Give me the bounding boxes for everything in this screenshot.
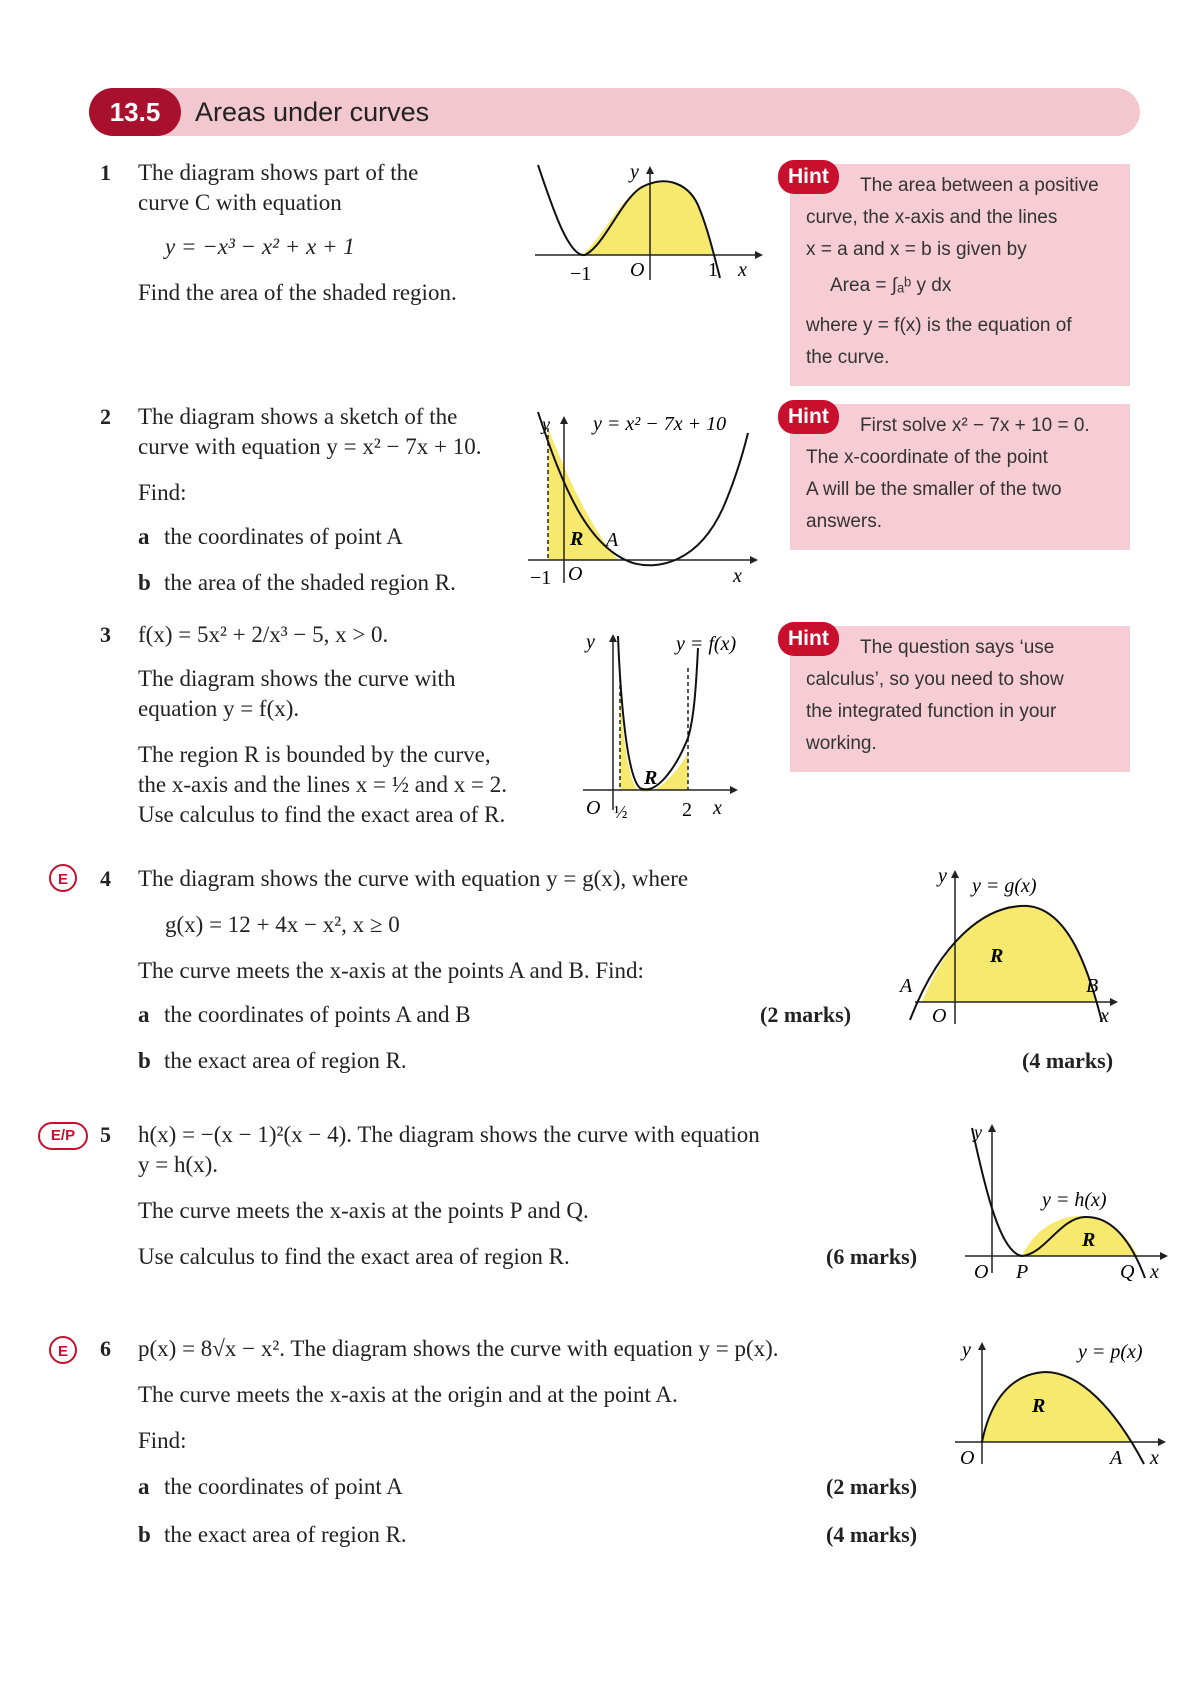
q6-y-label: y	[962, 1339, 971, 1361]
q4-equation: g(x) = 12 + 4x − x², x ≥ 0	[165, 912, 400, 937]
q1-equation: y = −x³ − x² + x + 1	[165, 234, 355, 259]
q6-x-label: x	[1150, 1447, 1159, 1469]
q6-a-text: the coordinates of point A	[164, 1474, 403, 1499]
q3-function: f(x) = 5x² + 2/x³ − 5, x > 0.	[138, 622, 389, 647]
hint3-line2: calculus’, so you need to show	[806, 669, 1064, 690]
q5-number: 5	[100, 1122, 111, 1147]
q5-x-arrow	[1160, 1252, 1168, 1260]
q4-line1: The diagram shows the curve with equation y = g(x), where	[138, 866, 689, 891]
hint-box-2	[790, 404, 1130, 550]
hint3-line1: The question says ‘use	[860, 637, 1055, 658]
q5-line2: y = h(x).	[138, 1152, 219, 1177]
q5-line4: Use calculus to find the exact area of region R.	[138, 1244, 570, 1269]
q6-b-label: b	[138, 1522, 151, 1547]
q4-b-label: b	[138, 1048, 151, 1073]
q1-line2: curve C with equation	[138, 190, 342, 215]
q4-origin-label: O	[932, 1005, 947, 1027]
q3-line4: the x-axis and the lines x = ½ and x = 2.	[138, 772, 507, 797]
q2-b-label: b	[138, 570, 151, 595]
q3-graph	[578, 628, 778, 840]
hint-tag-1: Hint	[778, 160, 839, 194]
q3-y-arrow	[609, 634, 617, 642]
q4-b-text: the exact area of region R.	[164, 1048, 407, 1073]
q5-y-label: y	[974, 1122, 982, 1142]
q2-line1: The diagram shows a sketch of the	[138, 404, 458, 429]
q2-x-label: x	[733, 565, 742, 587]
q1-x-arrow	[755, 251, 763, 259]
q4-a-text: the coordinates of points A and B	[164, 1002, 471, 1027]
q6-find: Find:	[138, 1428, 187, 1453]
q4-y-label: y	[938, 865, 947, 887]
q3-region-label: R	[644, 767, 658, 789]
q6-origin-label: O	[960, 1447, 975, 1469]
q2-point-a-label: A	[606, 529, 619, 551]
q2-x-arrow	[750, 556, 758, 564]
q1-y-arrow	[646, 166, 654, 174]
hint-tag-3: Hint	[778, 622, 839, 656]
q4-point-b-label: B	[1086, 975, 1099, 997]
q5-region-label: R	[1082, 1229, 1096, 1251]
q3-number: 3	[100, 622, 111, 647]
q3-line1: The diagram shows the curve with	[138, 666, 456, 691]
q6-x-arrow	[1158, 1438, 1166, 1446]
q5-exam-problem-badge: E/P	[38, 1122, 88, 1150]
q1-origin-label: O	[630, 259, 645, 281]
q6-a-marks: (2 marks)	[826, 1474, 918, 1499]
q5-curve-label: y = h(x)	[1042, 1189, 1107, 1211]
q3-line2: equation y = f(x).	[138, 696, 300, 721]
q1-x-label: x	[738, 259, 747, 281]
q1-y-label: y	[630, 161, 639, 183]
q6-line1: p(x) = 8√x − x². The diagram shows the curve with equation y = p(x).	[138, 1336, 779, 1361]
q4-curve-label: y = g(x)	[972, 875, 1037, 897]
q4-x-arrow	[1110, 998, 1118, 1006]
q4-graph	[880, 862, 1120, 1032]
q2-origin-label: O	[568, 563, 583, 585]
hint3-line4: working.	[806, 733, 877, 754]
q4-b-marks: (4 marks)	[1022, 1048, 1114, 1073]
q2-line2: curve with equation y = x² − 7x + 10.	[138, 434, 482, 459]
q3-line3: The region R is bounded by the curve,	[138, 742, 491, 767]
q4-number: 4	[100, 866, 111, 891]
q5-line1: h(x) = −(x − 1)²(x − 4). The diagram shows the curve with equation	[138, 1122, 760, 1147]
q4-x-label: x	[1100, 1005, 1109, 1027]
q2-tick-neg1: −1	[530, 567, 552, 589]
q3-y-label: y	[586, 631, 595, 653]
q5-y-arrow	[988, 1124, 996, 1132]
q5-graph	[960, 1118, 1180, 1288]
q3-tick-two: 2	[682, 799, 692, 821]
q6-exam-badge: E	[49, 1336, 77, 1364]
hint2-line4: answers.	[806, 511, 883, 532]
q2-region-label: R	[570, 528, 584, 550]
hint1-line1: The area between a positive	[860, 175, 1099, 196]
q6-curve-label: y = p(x)	[1078, 1341, 1143, 1363]
hint2-line1: First solve x² − 7x + 10 = 0.	[860, 415, 1090, 436]
q2-b-text: the area of the shaded region R.	[164, 570, 456, 595]
q3-curve-label: y = f(x)	[676, 633, 737, 655]
hint2-line2: The x-coordinate of the point	[806, 447, 1048, 468]
q4-line2: The curve meets the x-axis at the points A and B. Find:	[138, 958, 644, 983]
q6-a-label: a	[138, 1474, 150, 1499]
q2-y-arrow	[560, 416, 568, 424]
section-number-badge: 13.5	[89, 88, 181, 136]
q2-find: Find:	[138, 480, 187, 505]
q5-shaded-region	[1022, 1216, 1138, 1256]
q3-origin-label: O	[586, 797, 601, 819]
q2-number: 2	[100, 404, 111, 429]
hint3-line3: the integrated function in your	[806, 701, 1057, 722]
hint1-line3: x = a and x = b is given by	[806, 239, 1027, 260]
q1-task: Find the area of the shaded region.	[138, 280, 457, 305]
hint-box-1	[790, 164, 1130, 386]
q1-shaded-region	[582, 182, 713, 255]
q6-region-label: R	[1032, 1395, 1046, 1417]
q1-graph	[530, 160, 770, 290]
q4-exam-badge: E	[49, 864, 77, 892]
hint1-line2: curve, the x-axis and the lines	[806, 207, 1058, 228]
q2-graph	[528, 408, 768, 594]
q6-b-text: the exact area of region R.	[164, 1522, 407, 1547]
q4-a-label: a	[138, 1002, 150, 1027]
q4-y-arrow	[951, 870, 959, 878]
hint2-line3: A will be the smaller of the two	[806, 479, 1062, 500]
q6-b-marks: (4 marks)	[826, 1522, 918, 1547]
hint-box-3	[790, 626, 1130, 772]
section-title: Areas under curves	[195, 97, 430, 127]
q4-region-label: R	[990, 945, 1004, 967]
q4-a-marks: (2 marks)	[760, 1002, 852, 1027]
q5-point-p-label: P	[1016, 1261, 1029, 1283]
q5-point-q-label: Q	[1120, 1261, 1135, 1283]
q3-x-label: x	[713, 797, 722, 819]
q5-marks: (6 marks)	[826, 1244, 918, 1269]
hint-tag-2: Hint	[778, 400, 839, 434]
q3-tick-half: ½	[614, 802, 628, 822]
q6-shaded-region	[982, 1372, 1130, 1442]
q6-graph	[950, 1334, 1180, 1474]
q6-line2: The curve meets the x-axis at the origin and at the point A.	[138, 1382, 678, 1407]
q6-number: 6	[100, 1336, 111, 1361]
q2-a-label: a	[138, 524, 150, 549]
q1-tick-neg1: −1	[570, 263, 592, 285]
q5-origin-label: O	[974, 1261, 989, 1283]
hint1-line6: the curve.	[806, 347, 890, 368]
q4-point-a-label: A	[900, 975, 913, 997]
hint1-line5: where y = f(x) is the equation of	[806, 315, 1072, 336]
q6-y-arrow	[978, 1342, 986, 1350]
hint1-line4: Area = ∫ₐᵇ y dx	[830, 275, 952, 296]
q3-x-arrow	[730, 786, 738, 794]
q4-shaded-region	[922, 907, 1095, 1002]
q2-y-label: y	[542, 414, 550, 434]
q5-x-label: x	[1150, 1261, 1159, 1283]
q2-curve-label: y = x² − 7x + 10	[593, 413, 727, 435]
q1-line1: The diagram shows part of the	[138, 160, 419, 185]
q5-line3: The curve meets the x-axis at the points P and Q.	[138, 1198, 589, 1223]
q1-tick-1: 1	[708, 259, 718, 281]
q1-number: 1	[100, 160, 111, 185]
q2-a-text: the coordinates of point A	[164, 524, 403, 549]
q6-point-a-label: A	[1110, 1447, 1123, 1469]
q3-line5: Use calculus to find the exact area of R.	[138, 802, 506, 827]
